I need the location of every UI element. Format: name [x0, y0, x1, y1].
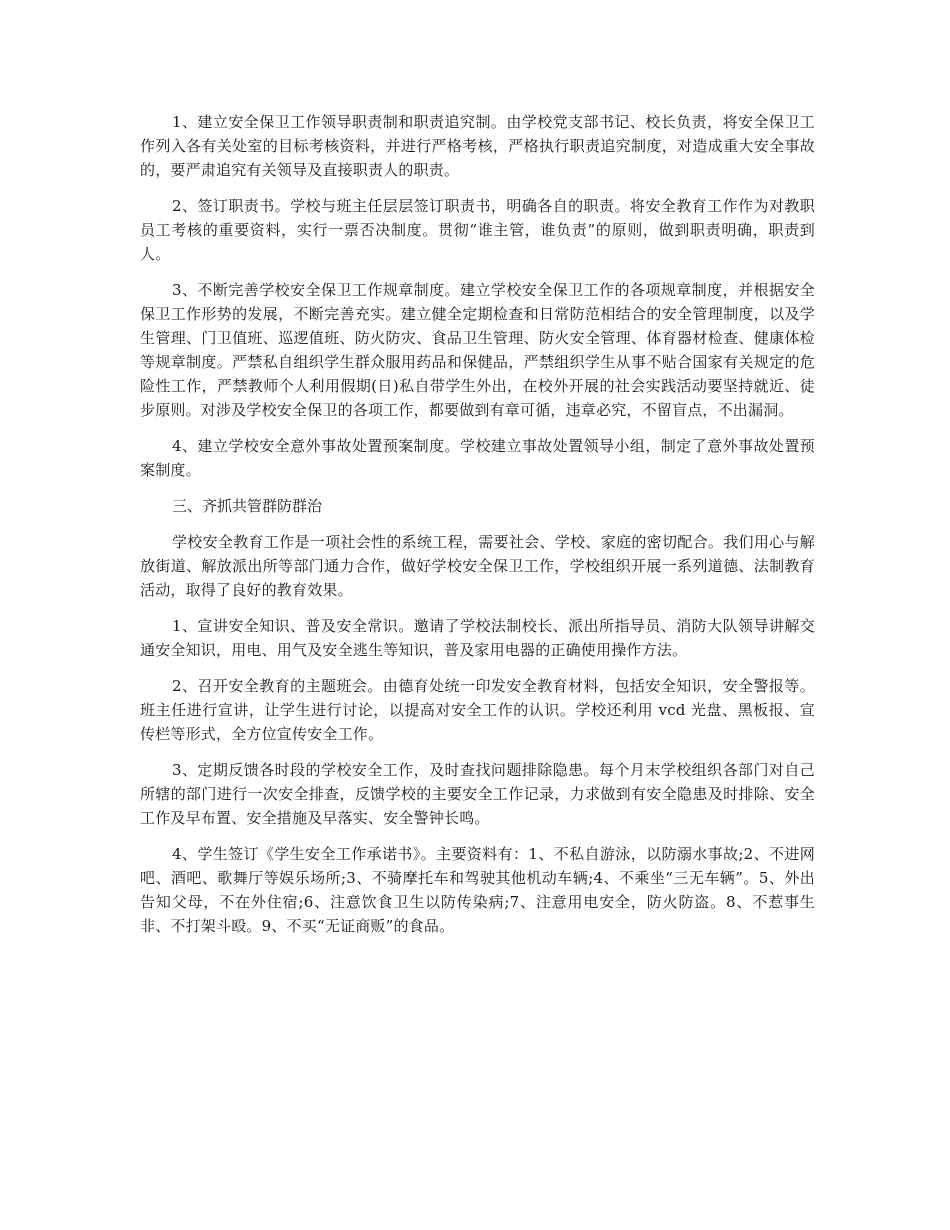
- paragraph-sign-responsibility: 2、签订职责书。学校与班主任层层签订职责书，明确各自的职责。将安全教育工作作为对教职员工考核的重要资料，实行一票否决制度。贯彻“谁主管，谁负责”的原则，做到职责明确，职责到人。: [140, 197, 815, 263]
- paragraph-feedback: 3、定期反馈各时段的学校安全工作，及时查找问题排除隐患。每个月末学校组织各部门对自己所辖的部门进行一次安全排查，反馈学校的主要安全工作记录，力求做到有安全隐患及时排除、安全工作及早布置、安全措施及早落实、安全警钟长鸣。: [140, 761, 815, 827]
- paragraph-class-meeting: 2、召开安全教育的主题班会。由德育处统一印发安全教育材料，包括安全知识，安全警报等。班主任进行宣讲，让学生进行讨论，以提高对安全工作的认识。学校还利用 vcd 光盘、黑板报、宣传栏等形式，全方位宣传安全工作。: [140, 677, 815, 743]
- paragraph-responsibility-system: 1、建立安全保卫工作领导职责制和职责追究制。由学校党支部书记、校长负责，将安全保卫工作列入各有关处室的目标考核资料，并进行严格考核，严格执行职责追究制度，对造成重大安全事故的，要严肃追究有关领导及直接职责人的职责。: [140, 113, 815, 179]
- paragraph-rules-regulations: 3、不断完善学校安全保卫工作规章制度。建立学校安全保卫工作的各项规章制度，并根据安全保卫工作形势的发展，不断完善充实。建立健全定期检查和日常防范相结合的安全管理制度，以及学生管理、门卫值班、巡逻值班、防火防灾、食品卫生管理、防火安全管理、体育器材检查、健康体检等规章制度。严禁私自组织学生群众服用药品和保健品，严禁组织学生从事不贴合国家有关规定的危险性工作，严禁教师个人利用假期(日)私自带学生外出，在校外开展的社会实践活动要坚持就近、徒步原则。对涉及学校安全保卫的各项工作，都要做到有章可循，违章必究，不留盲点，不出漏洞。: [140, 281, 815, 419]
- paragraph-emergency-plan: 4、建立学校安全意外事故处置预案制度。学校建立事故处置领导小组，制定了意外事故处置预案制度。: [140, 437, 815, 479]
- section-heading: 三、齐抓共管群防群治: [172, 497, 323, 515]
- paragraph-student-pledge: 4、学生签订《学生安全工作承诺书》。主要资料有：1、不私自游泳，以防溺水事故;2、不进网吧、酒吧、歌舞厅等娱乐场所;3、不骑摩托车和驾驶其他机动车辆;4、不乘坐“三无车辆”。5、外出告知父母，不在外住宿;6、注意饮食卫生以防传染病;7、注意用电安全，防火防盗。8、不惹事生非、不打架斗殴。9、不买“无证商贩”的食品。: [140, 845, 815, 935]
- paragraph-safety-knowledge: 1、宣讲安全知识、普及安全常识。邀请了学校法制校长、派出所指导员、消防大队领导讲解交通安全知识，用电、用气及安全逃生等知识，普及家用电器的正确使用操作方法。: [140, 617, 815, 659]
- paragraph-social-cooperation: 学校安全教育工作是一项社会性的系统工程，需要社会、学校、家庭的密切配合。我们用心与解放街道、解放派出所等部门通力合作，做好学校安全保卫工作，学校组织开展一系列道德、法制教育活动，取得了良好的教育效果。: [140, 533, 815, 599]
